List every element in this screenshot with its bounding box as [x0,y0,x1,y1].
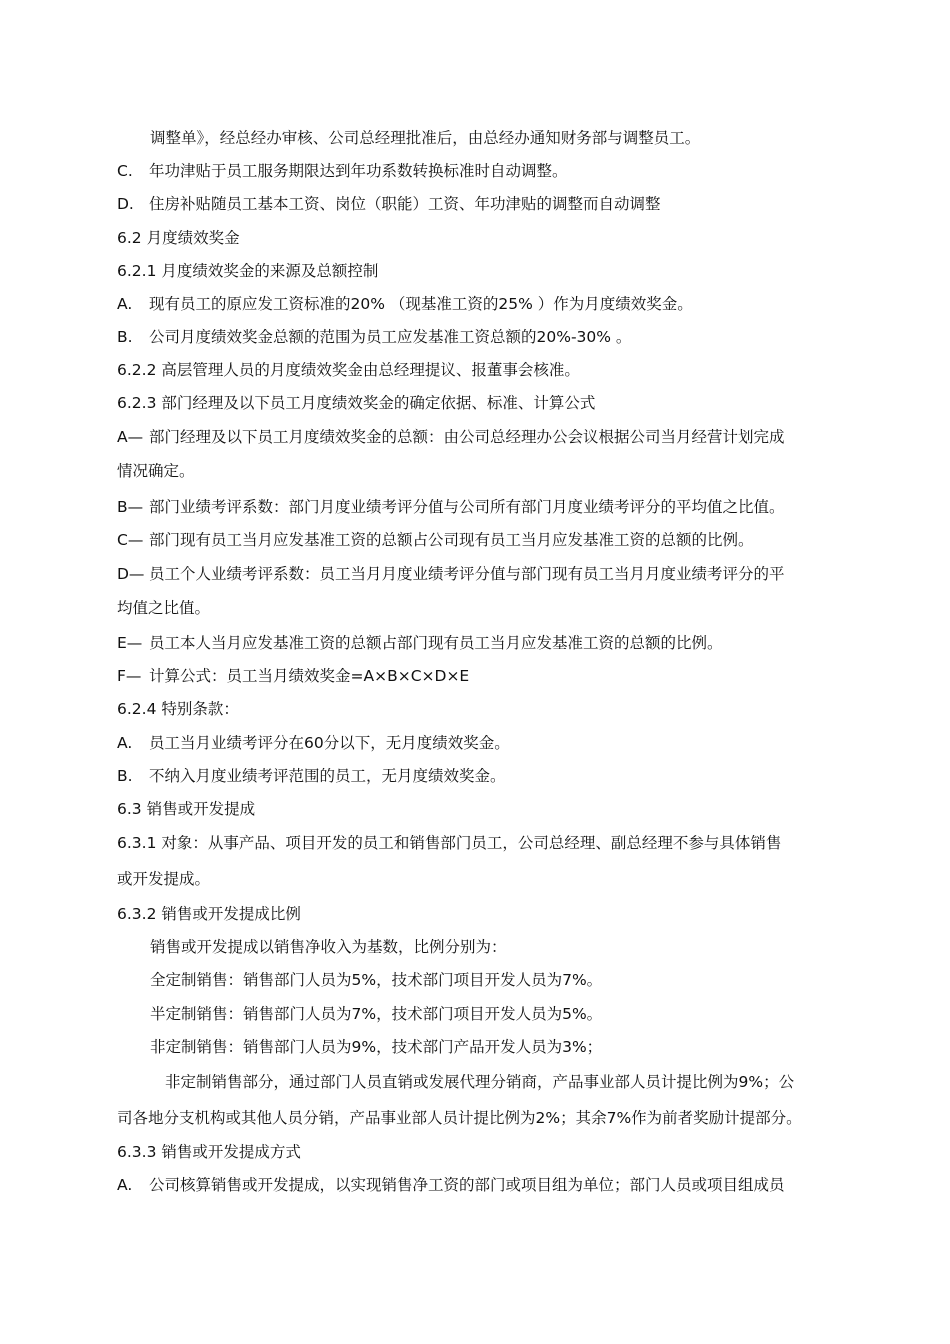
formula-text: 计算公式：员工当月绩效奖金=A×B×C×D×E [149,667,470,685]
item-marker: E— [117,634,143,652]
item-marker: A— [117,428,144,446]
item-marker: B. [117,328,133,346]
line-text: 全定制销售：销售部门人员为5%，技术部门项目开发人员为7%。 [150,971,603,989]
subsection-heading [117,359,842,381]
item-marker: C. [117,162,133,180]
text-line [150,936,875,958]
item-marker: A. [117,1176,133,1194]
line-text: 部门现有员工当月应发基准工资的总额占公司现有员工当月应发基准工资的总额的比例。 [149,531,754,549]
text-line [165,1071,890,1093]
line-text: 现有员工的原应发工资标准的20% （现基准工资的25% ）作为月度绩效奖金。 [149,295,693,313]
heading-text: 6.3 销售或开发提成 [117,800,256,818]
heading-text: 6.2.4 特别条款： [117,700,239,718]
line-text: 销售或开发提成以销售净收入为基数，比例分别为： [150,938,507,956]
list-item [117,160,842,182]
list-item [117,632,842,654]
heading-text: 6.2.2 高层管理人员的月度绩效奖金由总经理提议、报董事会核准。 [117,361,580,379]
subsection-heading [117,1141,842,1163]
text-line [117,1107,842,1129]
heading-text: 6.3.3 销售或开发提成方式 [117,1143,301,1161]
item-marker: D— [117,565,145,583]
text-line [117,460,842,482]
list-item [117,732,842,754]
line-text: 或开发提成。 [117,870,211,888]
item-marker: A. [117,295,133,313]
line-text: 部门经理及以下员工月度绩效奖金的总额：由公司总经理办公会议根据公司当月经营计划完成 [149,428,785,446]
item-marker: A. [117,734,133,752]
subsection-heading [117,903,842,925]
line-text: 均值之比值。 [117,599,211,617]
line-text: 非定制销售：销售部门人员为9%，技术部门产品开发人员为3%； [150,1038,603,1056]
item-marker: B— [117,498,144,516]
line-text: 情况确定。 [117,462,195,480]
heading-text: 6.3.1 对象：从事产品、项目开发的员工和销售部门员工，公司总经理、副总经理不参与具体销售 [117,834,782,852]
item-marker: B. [117,767,133,785]
line-text: 公司核算销售或开发提成，以实现销售净工资的部门或项目组为单位；部门人员或项目组成员 [149,1176,785,1194]
line-text: 公司月度绩效奖金总额的范围为员工应发基准工资总额的20%-30% 。 [149,328,632,346]
text-line [150,127,875,149]
heading-text: 6.2.3 部门经理及以下员工月度绩效奖金的确定依据、标准、计算公式 [117,394,596,412]
line-text: 年功津贴于员工服务期限达到年功系数转换标准时自动调整。 [149,162,568,180]
heading-text: 6.2.1 月度绩效奖金的来源及总额控制 [117,262,379,280]
text-line [117,597,842,619]
item-marker: C— [117,531,144,549]
line-text: 司各地分支机构或其他人员分销，产品事业部人员计提比例为2%；其余7%作为前者奖励计提部分。 [117,1109,802,1127]
subsection-heading [117,392,842,414]
line-text: 住房补贴随员工基本工资、岗位（职能）工资、年功津贴的调整而自动调整 [149,195,661,213]
line-text: 部门业绩考评系数：部门月度业绩考评分值与公司所有部门月度业绩考评分的平均值之比值。 [149,498,785,516]
list-item [117,529,842,551]
text-line [150,1003,875,1025]
item-marker: D. [117,195,134,213]
list-item [117,426,842,448]
text-line [150,1036,875,1058]
heading-text: 6.3.2 销售或开发提成比例 [117,905,301,923]
list-item [117,326,842,348]
line-text: 员工当月业绩考评分在60分以下，无月度绩效奖金。 [149,734,510,752]
list-item [117,765,842,787]
list-item [117,496,842,518]
line-text: 调整单》，经总经办审核、公司总经理批准后，由总经办通知财务部与调整员工。 [150,129,701,147]
line-text: 员工个人业绩考评系数：员工当月月度业绩考评分值与部门现有员工当月月度业绩考评分的平 [149,565,785,583]
line-text: 半定制销售：销售部门人员为7%，技术部门项目开发人员为5%。 [150,1005,603,1023]
item-marker: F— [117,667,142,685]
list-item [117,665,842,687]
line-text: 不纳入月度业绩考评范围的员工，无月度绩效奖金。 [149,767,506,785]
text-line [150,969,875,991]
subsection-heading [117,832,842,854]
heading-text: 6.2 月度绩效奖金 [117,229,240,247]
line-text: 非定制销售部分，通过部门人员直销或发展代理分销商，产品事业部人员计提比例为9%；公 [165,1073,795,1091]
section-heading [117,227,842,249]
text-line [117,868,842,890]
section-heading [117,798,842,820]
subsection-heading [117,698,842,720]
list-item [117,193,842,215]
list-item [117,1174,842,1196]
line-text: 员工本人当月应发基准工资的总额占部门现有员工当月应发基准工资的总额的比例。 [149,634,723,652]
list-item [117,563,842,585]
list-item [117,293,842,315]
subsection-heading [117,260,842,282]
